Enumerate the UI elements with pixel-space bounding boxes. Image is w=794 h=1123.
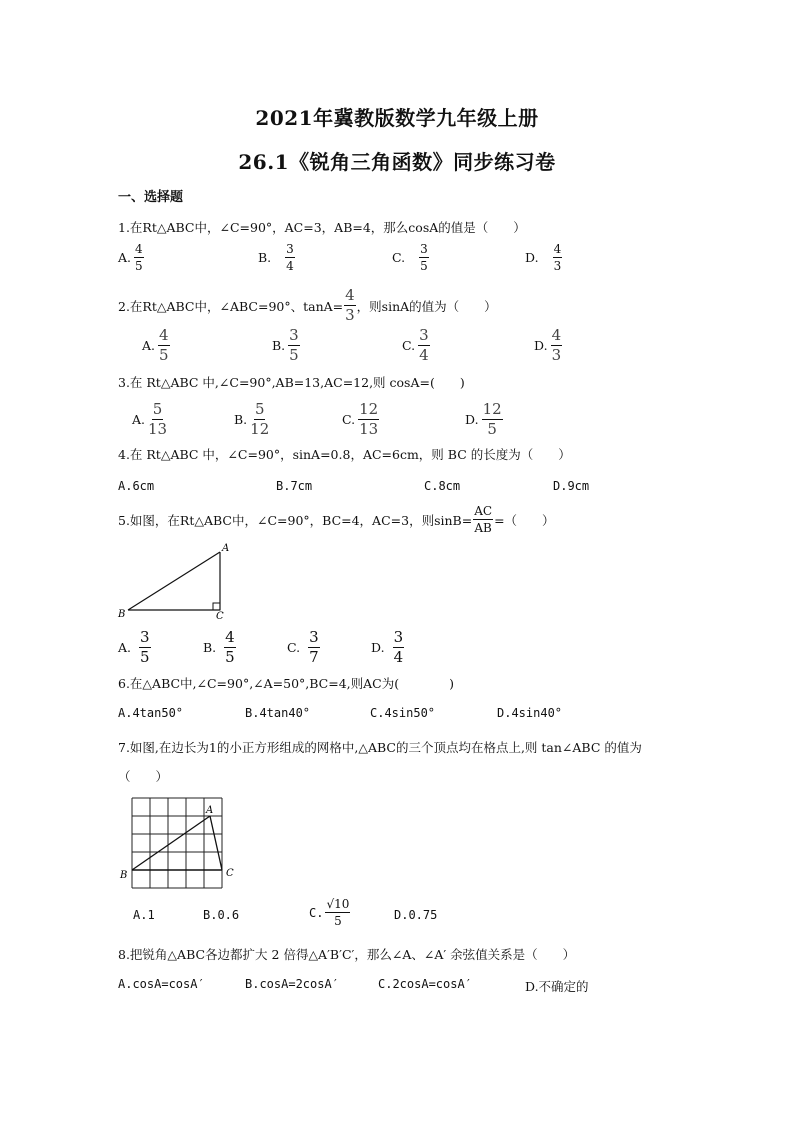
document-title: 2021年冀教版数学九年级上册 — [255, 106, 539, 130]
q1-option-c: C. $\frac{3}{5}$ — [392, 242, 428, 273]
question-4-text: 4.在 Rt△ABC 中，∠C=90°，sinA=0.8，AC=6cm，则 BC 的长度为（ ） — [118, 447, 571, 462]
question-6-text: 6.在△ABC中,∠C=90°,∠A=50°,BC=4,则AC为( ) — [118, 676, 454, 691]
q4-option-b: B.7cm — [276, 479, 313, 493]
side-ab — [128, 552, 220, 610]
question-2-text: 2.在Rt△ABC中，∠ABC=90°、tanA= $\frac{4}{3}$ ，则sinA的值为（ ） — [118, 286, 497, 324]
vertex-a-label: A — [222, 543, 230, 554]
q5-option-d: D. $\frac{3}{4}$ — [371, 628, 404, 666]
q7-grid-figure — [116, 792, 246, 892]
q1-option-a: A. $\frac{4}{5}$ — [118, 242, 143, 273]
q3-option-d: D. $\frac{12}{5}$ — [465, 400, 502, 438]
q8-option-a: A.cosA=cosA′ — [118, 977, 205, 991]
question-8-text: 8.把锐角△ABC各边都扩大 2 倍得△A′B′C′，那么∠A、∠A′ 余弦值关系是（ ） — [118, 947, 576, 962]
q2-option-b: B. $\frac{3}{5}$ — [272, 326, 299, 364]
q6-option-b: B.4tan40° — [245, 706, 311, 720]
q7-option-b: B.0.6 — [203, 908, 240, 922]
vertex-c-label: C — [226, 868, 234, 879]
question-5-text: 5.如图，在Rt△ABC中，∠C=90°，BC=4，AC=3，则sinB= $\frac{AC}{AB}$ =（ ） — [118, 504, 555, 535]
q2-option-a: A. $\frac{4}{5}$ — [142, 326, 169, 364]
document-subtitle: 26.1《锐角三角函数》同步练习卷 — [238, 150, 556, 174]
q5-option-b: B. $\frac{4}{5}$ — [203, 628, 235, 666]
q4-option-a: A.6cm — [118, 479, 155, 493]
q6-option-d: D.4sin40° — [497, 706, 563, 720]
q7-option-d: D.0.75 — [394, 908, 438, 922]
q4-option-d: D.9cm — [553, 479, 590, 493]
q3-option-a: A. $\frac{5}{13}$ — [132, 400, 168, 438]
q5-option-a: A. $\frac{3}{5}$ — [118, 628, 150, 666]
q5-option-c: C. $\frac{3}{7}$ — [287, 628, 319, 666]
q8-option-b: B.cosA=2cosA′ — [245, 977, 339, 991]
q2-option-d: D. $\frac{4}{3}$ — [534, 326, 562, 364]
question-7-answer-paren: （ ） — [118, 769, 169, 784]
q7-option-a: A.1 — [133, 908, 155, 922]
q4-option-c: C.8cm — [424, 479, 461, 493]
question-7-text: 7.如图,在边长为1的小正方形组成的网格中,△ABC的三个顶点均在格点上,则 tan∠ABC 的值为 — [118, 740, 642, 755]
section-heading: 一、选择题 — [118, 190, 184, 205]
vertex-a-label: A — [206, 805, 214, 816]
right-angle-mark — [213, 603, 220, 610]
q1-option-d: D. $\frac{4}{3}$ — [525, 242, 562, 273]
question-3-text: 3.在 Rt△ABC 中,∠C=90°,AB=13,AC=12,则 cosA=( ) — [118, 375, 465, 390]
q8-option-d: D.不确定的 — [525, 979, 589, 994]
q3-option-b: B. $\frac{5}{12}$ — [234, 400, 270, 438]
vertex-c-label: C — [216, 611, 224, 620]
q8-option-c: C.2cosA=cosA′ — [378, 977, 472, 991]
q6-option-c: C.4sin50° — [370, 706, 436, 720]
q5-triangle-figure — [116, 540, 236, 620]
q6-option-a: A.4tan50° — [118, 706, 184, 720]
q3-option-c: C. $\frac{12}{13}$ — [342, 400, 379, 438]
question-1-text: 1.在Rt△ABC中，∠C=90°，AC=3，AB=4，那么cosA的值是（ ） — [118, 220, 526, 235]
vertex-b-label: B — [118, 609, 126, 620]
q7-option-c: C. $\frac{√10}{5}$ — [309, 897, 350, 928]
side-ba — [132, 816, 210, 870]
side-ac — [210, 816, 222, 870]
vertex-b-label: B — [120, 870, 128, 881]
q2-option-c: C. $\frac{3}{4}$ — [402, 326, 429, 364]
q1-option-b: B. $\frac{3}{4}$ — [258, 242, 294, 273]
